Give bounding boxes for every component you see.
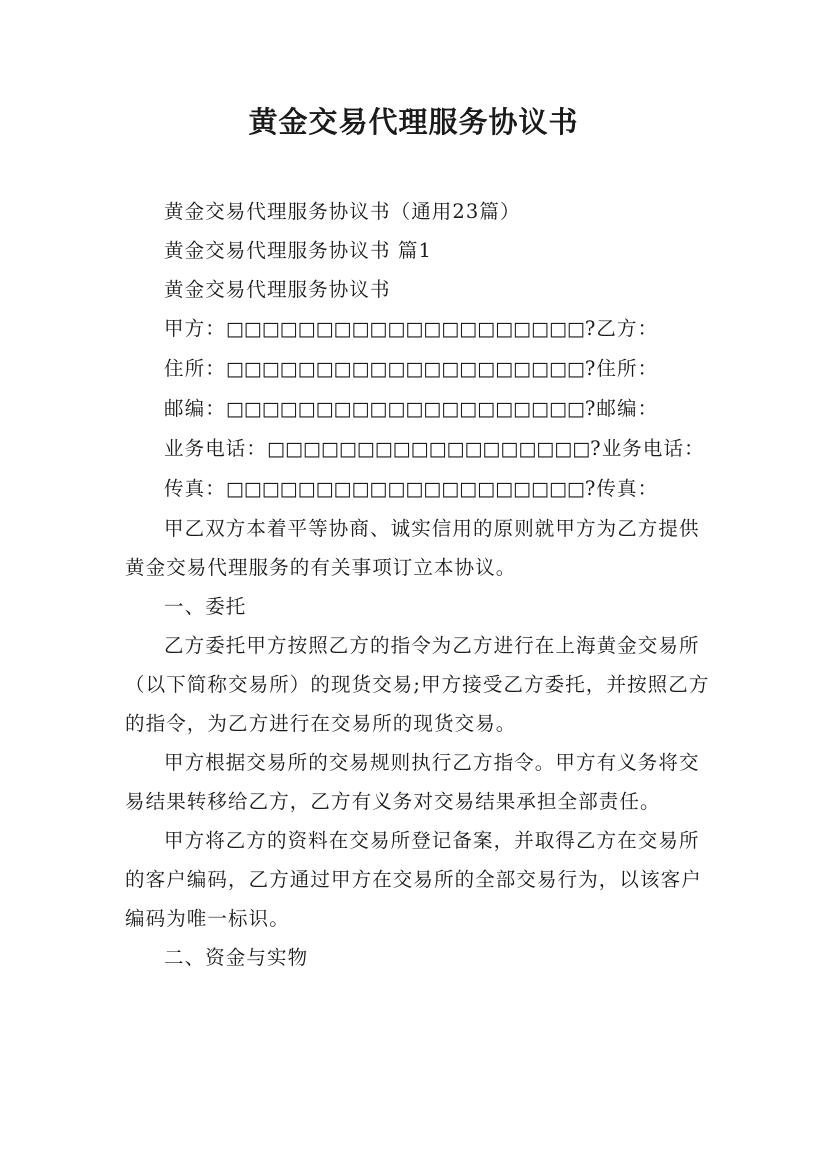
field-tail: ?住所： (584, 357, 659, 380)
document-body (125, 192, 713, 977)
field-tail: ?乙方： (584, 317, 659, 340)
document-title: 黄金交易代理服务协议书 (248, 105, 579, 139)
field-tail: ?邮编： (584, 397, 659, 420)
blank-boxes: □□□□□□□□□□□□□□□□□□□□ (225, 398, 585, 420)
blank-boxes: □□□□□□□□□□□□□□□□□□□□ (225, 478, 585, 500)
field-address (125, 349, 713, 389)
field-label: 邮编： (164, 397, 226, 420)
blank-boxes: □□□□□□□□□□□□□□□□□□□□ (225, 358, 585, 380)
blank-boxes: □□□□□□□□□□□□□□□□□□□□ (225, 318, 585, 340)
field-label: 甲方： (164, 317, 226, 340)
field-fax (125, 469, 713, 509)
field-tail: ?传真： (584, 477, 659, 500)
field-label: 住所： (164, 357, 226, 380)
field-tail: ?业务电话： (590, 437, 705, 460)
paragraph-entrustment-1: 乙方委托甲方按照乙方的指令为乙方进行在上海黄金交易所（以下简称交易所）的现货交易;甲方接受乙方委托，并按照乙方的指令，为乙方进行在交易所的现货交易。 (125, 634, 710, 735)
paragraph-preamble: 甲乙双方本着平等协商、诚实信用的原则就甲方为乙方提供黄金交易代理服务的有关事项订立本协议。 (125, 517, 700, 579)
field-postcode (125, 389, 713, 429)
blank-boxes: □□□□□□□□□□□□□□□□□□ (267, 438, 591, 460)
paragraph-article-heading: 黄金交易代理服务协议书 篇1 (164, 239, 433, 262)
paragraph-entrustment-3: 甲方将乙方的资料在交易所登记备案，并取得乙方在交易所的客户编码，乙方通过甲方在交易所的全部交易行为，以该客户编码为唯一标识。 (125, 829, 702, 930)
paragraph-subtitle: 黄金交易代理服务协议书（通用23篇） (164, 200, 521, 223)
section-heading-entrustment: 一、委托 (164, 595, 247, 618)
field-business-phone (125, 429, 713, 469)
paragraph-entrustment-2: 甲方根据交易所的交易规则执行乙方指令。甲方有义务将交易结果转移给乙方，乙方有义务对交易结果承担全部责任。 (125, 751, 700, 813)
section-heading-funds: 二、资金与实物 (164, 946, 309, 969)
paragraph-article-title: 黄金交易代理服务协议书 (164, 278, 391, 301)
field-label: 传真： (164, 477, 226, 500)
field-party-a (125, 309, 713, 349)
field-label: 业务电话： (164, 437, 268, 460)
